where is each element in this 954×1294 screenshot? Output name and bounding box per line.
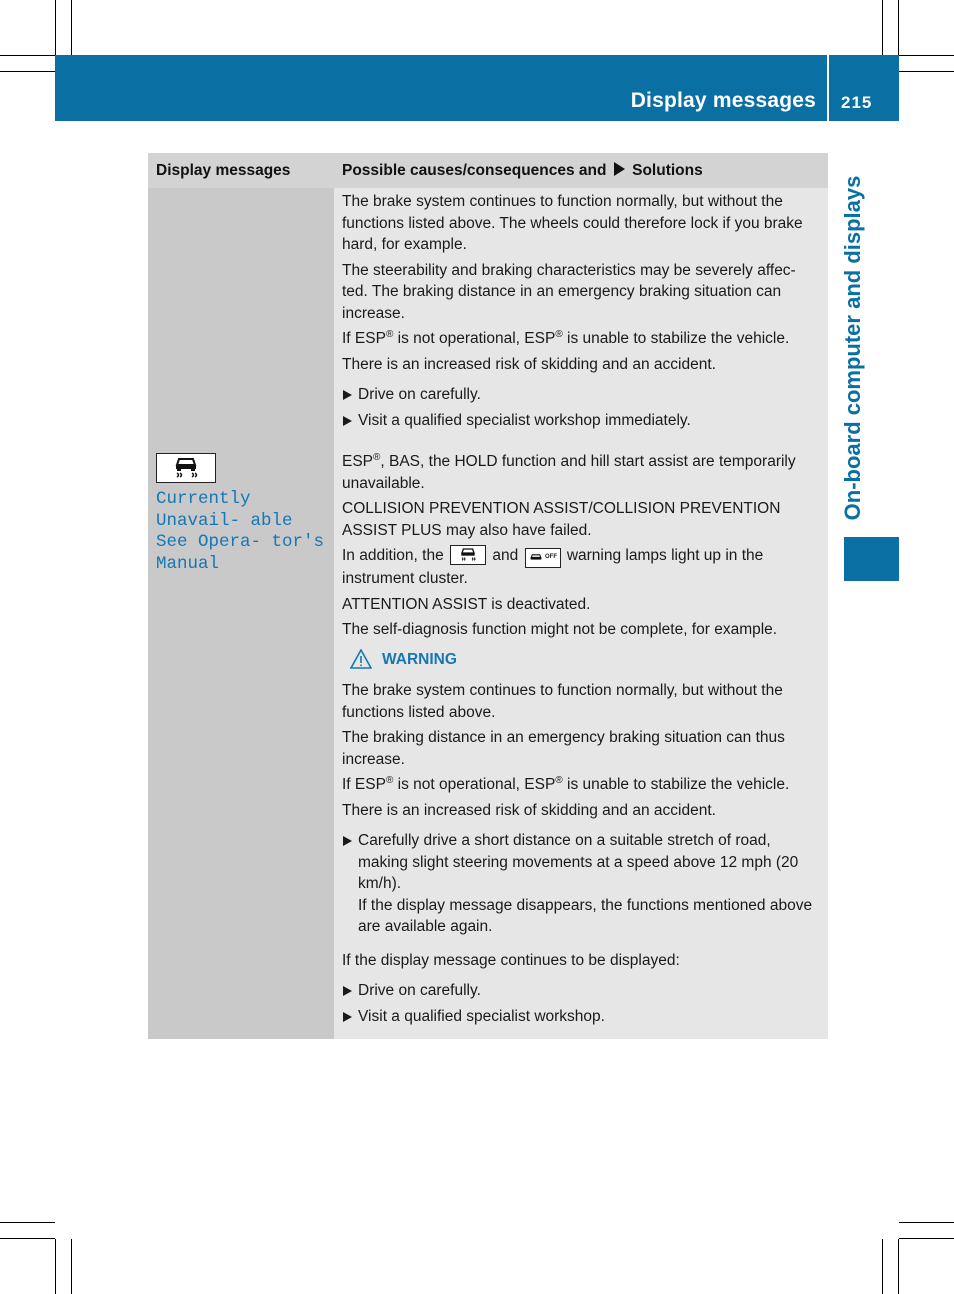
column-header-causes-solutions [334,153,828,188]
crop-mark [71,1239,72,1294]
registered-mark: ® [385,774,394,786]
warning-label: WARNING [382,650,457,668]
registered-mark: ® [555,774,563,786]
action-step: Drive on carefully. [342,384,822,406]
text: ESP [342,453,374,470]
action-step-text: Carefully drive a short distance on a suitable stretch of road, making slight steering movements at a speed above 12 mph (20 km/h). [358,832,799,892]
paragraph: ATTENTION ASSIST is deactivated. [342,595,591,613]
paragraph: The steerability and braking characteristics may be severely affec- ted. The braking distance in an emergency braking situation can increase. [342,261,796,322]
paragraph: There is an increased risk of skidding and an accident. [342,355,716,373]
table-header-row [148,153,828,188]
text: is not operational, ESP [393,330,556,347]
registered-mark: ® [373,451,381,463]
action-step: Visit a qualified specialist workshop. [342,1006,822,1028]
column-header-causes-label: Possible causes/consequences and [342,161,607,179]
page-title: Display messages [630,89,816,112]
esp-off-icon [525,548,561,568]
header-divider [827,55,829,121]
solution-cell [334,188,828,443]
crop-mark [0,1222,55,1223]
crop-mark [899,71,954,72]
crop-mark [55,1239,56,1294]
crop-mark [882,1239,883,1294]
crop-mark [55,0,56,55]
action-step [342,830,822,938]
crop-mark [899,1238,954,1239]
text: warning lamps light up in the instrument cluster. [342,547,764,587]
solution-cell [334,443,828,1039]
column-header-display-messages: Display messages [148,153,334,188]
paragraph: The brake system continues to function normally, but without the functions listed above. The wheels could therefore lock if you brake hard, for example. [342,193,803,253]
text: is not operational, ESP [393,776,556,793]
crop-mark [0,1238,55,1239]
column-header-solutions-label: Solutions [632,161,703,179]
paragraph: The brake system continues to function normally, but without the functions listed above. [342,682,783,721]
text: is unable to stabilize the vehicle. [562,776,790,793]
crop-mark [882,0,883,55]
text: , BAS, the HOLD function and hill start assist are temporarily unavailable. [342,453,796,492]
table-row [148,188,828,443]
paragraph: COLLISION PREVENTION ASSIST/COLLISION PREVENTION ASSIST PLUS may also have failed. [342,500,781,539]
message-cell [148,443,334,1039]
action-step: Visit a qualified specialist workshop immediately. [342,410,822,432]
esp-warning-lamp-icon [450,545,486,565]
warning-triangle-icon [350,649,372,669]
page-number: 215 [841,93,873,112]
crop-mark [899,55,954,56]
action-step: Drive on carefully. [342,980,822,1002]
text: If ESP [342,330,386,347]
paragraph [342,328,822,350]
crop-mark [0,71,55,72]
paragraph [342,545,822,590]
paragraph: If the display message continues to be displayed: [342,951,680,969]
crop-mark [899,1222,954,1223]
crop-mark [0,55,55,56]
paragraph [342,774,822,796]
paragraph: The self-diagnosis function might not be complete, for example. [342,621,778,638]
off-label: OFF [545,554,558,561]
action-step-result: If the display message disappears, the functions mentioned above are available again. [358,896,813,935]
message-cell-empty [148,188,334,443]
solution-arrow-icon [614,162,625,176]
side-section-title: On-board computer and displays [840,175,865,521]
text: is unable to stabilize the vehicle. [562,330,790,347]
text: If ESP [342,776,386,793]
crop-mark [898,0,899,55]
crop-mark [898,1239,899,1294]
paragraph: There is an increased risk of skidding and an accident. [342,801,716,819]
display-message-text: Currently Unavail- able See Opera- tor's Manual [156,489,325,574]
text: In addition, the [342,547,444,564]
registered-mark: ® [385,328,394,340]
display-messages-table [148,153,828,1039]
table-row [148,443,828,1039]
registered-mark: ® [555,328,563,340]
paragraph [342,451,822,494]
warning-heading [350,649,822,671]
side-tab-marker [844,537,899,581]
crop-mark [71,0,72,55]
esp-skid-car-icon [156,453,216,483]
paragraph: The braking distance in an emergency braking situation can thus increase. [342,729,785,768]
text: and [492,547,519,564]
